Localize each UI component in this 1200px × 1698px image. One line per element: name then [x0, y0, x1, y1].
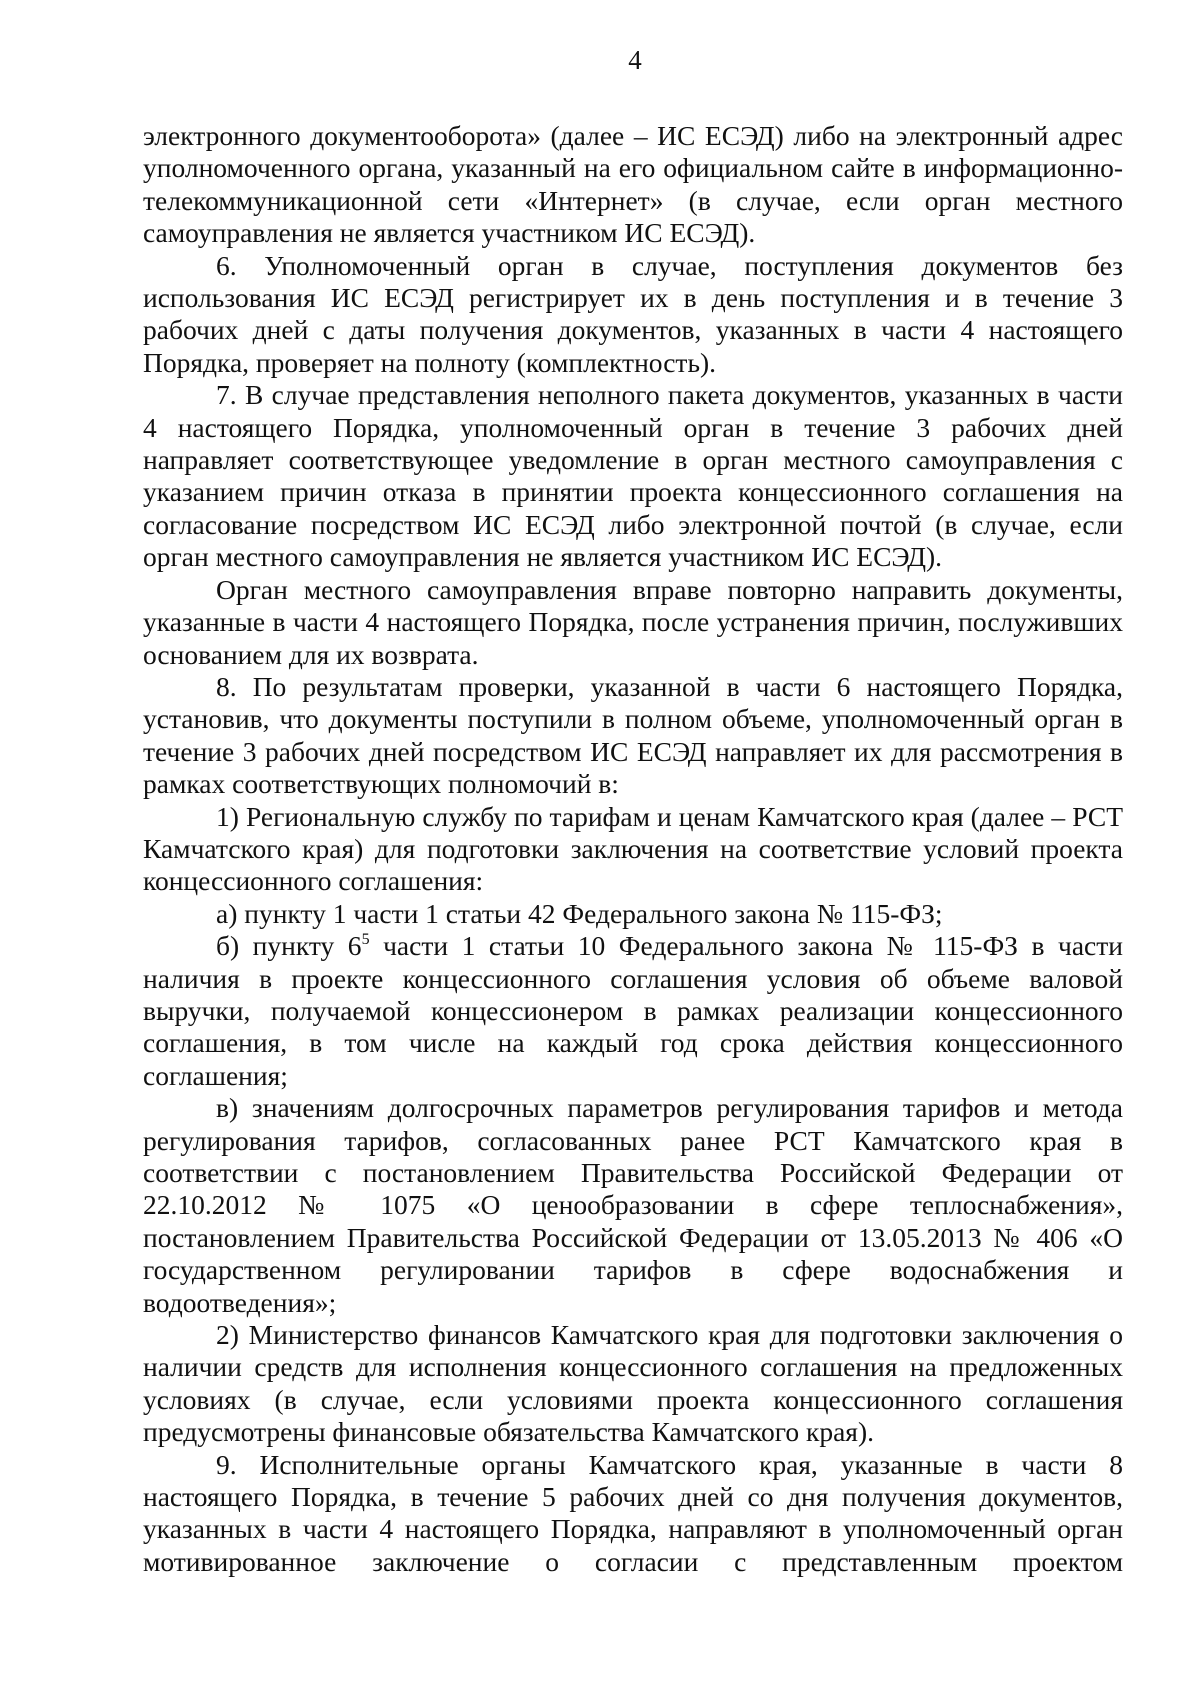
paragraph-item-8-1-v: в) значениям долгосрочных параметров регулирования тарифов и метода регулирования тарифов, согласованных ранее РСТ Камчатского края в соответствии с постановлением Правительства Российской Федерации от 22.10.2012 № 1075 «О ценообразовании в сфере теплоснабжения», постановлением Правительства Российской Федерации от 13.05.2013 № 406 «О государственном регулировании тарифов в сфере водоснабжения и водоотведения»; — [143, 1092, 1123, 1318]
paragraph-item-7-resubmit: Орган местного самоуправления вправе повторно направить документы, указанные в части 4 настоящего Порядка, после устранения причин, послуживших основанием для их возврата. — [143, 573, 1123, 670]
paragraph-item-8-1-b — [143, 930, 1123, 1092]
paragraph-item-7: 7. В случае представления неполного пакета документов, указанных в части 4 настоящего Порядка, уполномоченный орган в течение 3 рабочих дней направляет соответствующее уведомление в орган местного самоуправления с указанием причин отказа в принятии проекта концессионного соглашения на согласование посредством ИС ЕСЭД либо электронной почтой (в случае, если орган местного самоуправления не является участником ИС ЕСЭД). — [143, 379, 1123, 573]
paragraph-item-8-1-a: а) пункту 1 части 1 статьи 42 Федерального закона № 115-ФЗ; — [216, 897, 943, 929]
paragraph-item-6: 6. Уполномоченный орган в случае, поступления документов без использования ИС ЕСЭД регистрирует их в день поступления и в течение 3 рабочих дней с даты получения документов, указанных в части 4 настоящего Порядка, проверяет на полноту (комплектность). — [143, 249, 1123, 378]
paragraph-item-9: 9. Исполнительные органы Камчатского края, указанные в части 8 настоящего Порядка, в течение 5 рабочих дней со дня получения документов, указанных в части 4 настоящего Порядка, направляют в уполномоченный орган мотивированное заключение о согласии с представленным проектом — [143, 1448, 1123, 1577]
paragraph-item-8-1: 1) Региональную службу по тарифам и ценам Камчатского края (далее – РСТ Камчатского края) для подготовки заключения на соответствие условий проекта концессионного соглашения: — [143, 800, 1123, 897]
paragraph-item-8-1-b-end: части 1 статьи 10 Федерального закона № 115-ФЗ в части наличия в проекте концессионного соглашения условия об объеме валовой выручки, получаемой концессионером в рамках реализации концессионного соглашения, в том числе на каждый год срока действия концессионного соглашения; — [143, 930, 1123, 1091]
paragraph-item-8-1-b-start: б) пункту 6 — [216, 930, 362, 962]
paragraph-item-8: 8. По результатам проверки, указанной в части 6 настоящего Порядка, установив, что документы поступили в полном объеме, уполномоченный орган в течение 3 рабочих дней посредством ИС ЕСЭД направляет их для рассмотрения в рамках соответствующих полномочий в: — [143, 670, 1123, 800]
superscript-5: 5 — [361, 931, 370, 949]
paragraph-item-8-2: 2) Министерство финансов Камчатского края для подготовки заключения о наличии средств для исполнения концессионного соглашения на предложенных условиях (в случае, если условиями проекта концессионного соглашения предусмотрены финансовые обязательства Камчатского края). — [143, 1319, 1123, 1448]
paragraph-continuation: электронного документооборота» (далее – ИС ЕСЭД) либо на электронный адрес уполномоченного органа, указанный на его официальном сайте в информационно-телекоммуникационной сети «Интернет» (в случае, если орган местного самоуправления не является участником ИС ЕСЭД). — [143, 120, 1123, 249]
page-number: 4 — [628, 45, 642, 75]
document-body — [143, 120, 1123, 1578]
